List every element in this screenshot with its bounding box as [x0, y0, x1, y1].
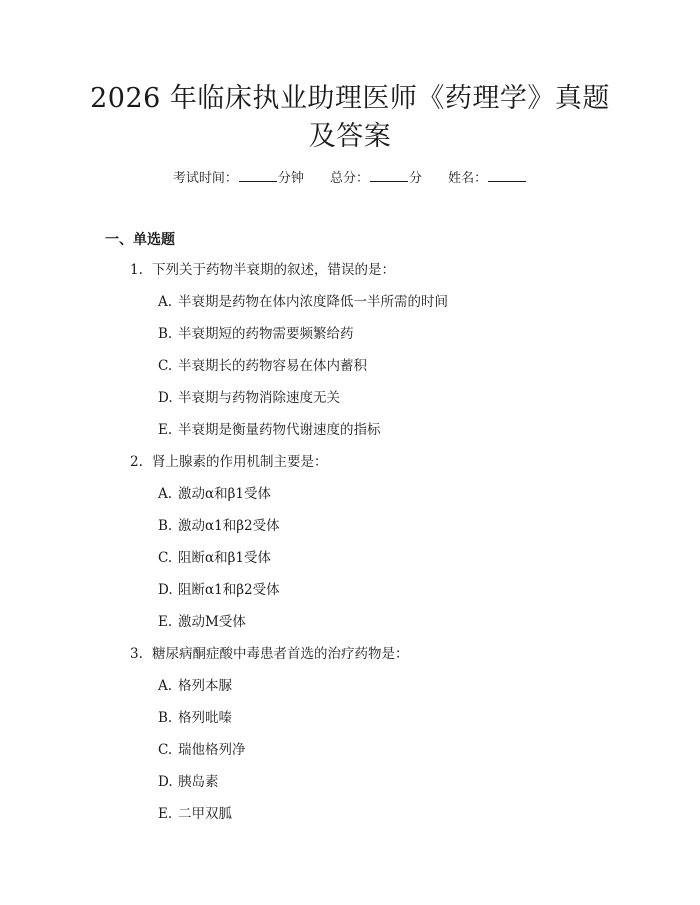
option-1-c — [158, 356, 367, 376]
question-number: 2. — [130, 454, 143, 470]
option-text: 瑞他格列净 — [178, 742, 246, 758]
option-1-d — [158, 388, 340, 408]
option-2-e — [158, 612, 246, 632]
option-2-b — [158, 516, 280, 536]
question-2 — [130, 452, 328, 472]
option-letter: D. — [158, 774, 173, 790]
question-number: 1. — [130, 262, 143, 278]
option-text: 半衰期是衡量药物代谢速度的指标 — [178, 422, 381, 438]
option-text: 激动α和β1受体 — [178, 486, 272, 502]
option-letter: C. — [158, 742, 173, 758]
option-3-e — [158, 804, 232, 824]
option-letter: A. — [158, 294, 173, 310]
question-text: 糖尿病酮症酸中毒患者首选的治疗药物是： — [152, 646, 409, 662]
option-text: 阻断α1和β2受体 — [178, 582, 280, 598]
option-3-c — [158, 740, 246, 760]
option-text: 二甲双胍 — [178, 806, 232, 822]
total-score-unit: 分 — [409, 171, 423, 186]
option-letter: D. — [158, 390, 173, 406]
option-letter: D. — [158, 582, 173, 598]
exam-meta — [0, 168, 700, 189]
option-2-a — [158, 484, 271, 504]
page-title: 2026 年临床执业助理医师《药理学》真题及答案 — [90, 83, 610, 152]
exam-time-label: 考试时间： — [172, 171, 238, 186]
option-text: 格列本脲 — [178, 678, 232, 694]
question-1 — [130, 260, 395, 280]
option-3-a — [158, 676, 232, 696]
option-letter: B. — [158, 518, 173, 534]
option-text: 半衰期短的药物需要频繁给药 — [178, 326, 354, 342]
student-name — [448, 171, 527, 186]
option-letter: E. — [158, 422, 173, 438]
option-letter: A. — [158, 486, 173, 502]
option-3-d — [158, 772, 219, 792]
option-letter: A. — [158, 678, 173, 694]
exam-time-blank — [239, 168, 277, 182]
option-3-b — [158, 708, 232, 728]
option-text: 半衰期与药物消除速度无关 — [178, 390, 340, 406]
option-1-b — [158, 324, 354, 344]
exam-time — [173, 171, 304, 186]
option-text: 胰岛素 — [178, 774, 219, 790]
option-text: 格列吡嗪 — [178, 710, 232, 726]
option-letter: C. — [158, 358, 173, 374]
question-text: 肾上腺素的作用机制主要是： — [152, 454, 328, 470]
option-text: 阻断α和β1受体 — [178, 550, 272, 566]
option-letter: E. — [158, 806, 173, 822]
option-letter: C. — [158, 550, 173, 566]
option-text: 激动M受体 — [178, 614, 246, 630]
option-2-c — [158, 548, 271, 568]
total-score-blank — [370, 168, 408, 182]
option-2-d — [158, 580, 280, 600]
total-score — [330, 171, 422, 186]
total-score-label: 总分： — [329, 171, 369, 186]
option-text: 半衰期长的药物容易在体内蓄积 — [178, 358, 367, 374]
option-letter: B. — [158, 326, 173, 342]
question-text: 下列关于药物半衰期的叙述，错误的是： — [152, 262, 395, 278]
section-title: 一、单选题 — [105, 232, 175, 248]
student-name-label: 姓名： — [448, 171, 488, 186]
question-number: 3. — [130, 646, 143, 662]
option-text: 半衰期是药物在体内浓度降低一半所需的时间 — [178, 294, 448, 310]
option-1-a — [158, 292, 448, 312]
student-name-blank — [488, 168, 526, 182]
exam-time-unit: 分钟 — [277, 171, 304, 186]
option-text: 激动α1和β2受体 — [178, 518, 280, 534]
option-1-e — [158, 420, 381, 440]
option-letter: B. — [158, 710, 173, 726]
option-letter: E. — [158, 614, 173, 630]
question-3 — [130, 644, 409, 664]
